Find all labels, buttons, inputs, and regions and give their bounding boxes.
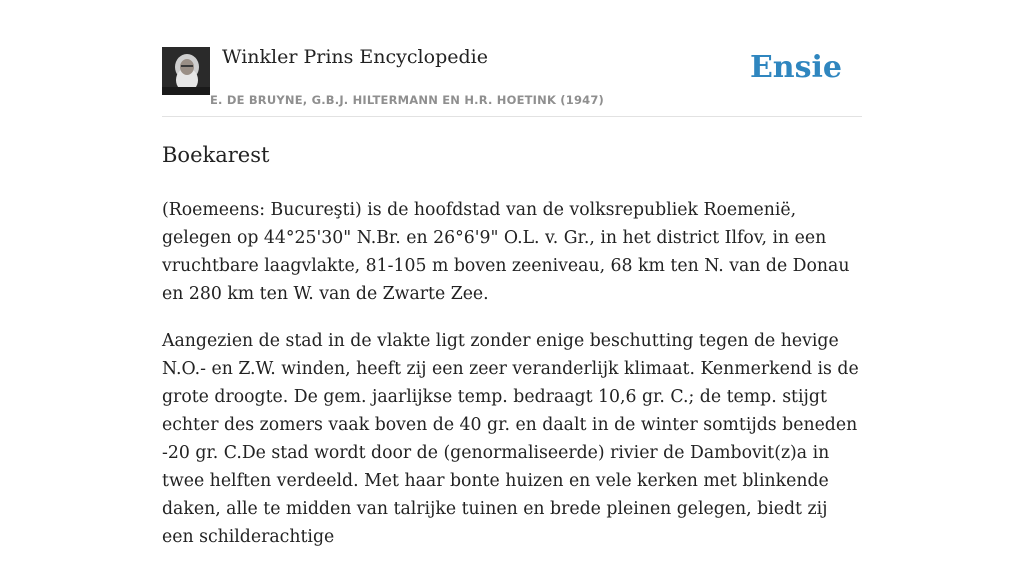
article-paragraph: Aangezien de stad in de vlakte ligt zonder enige beschutting tegen de hevige N.O.- en Z.W. winden, heeft zij een zeer veranderlijk klimaat. Kenmerkend is de grote droogte. De gem. jaarlijkse temp. bedraagt 10,6 gr. C.; de temp. stijgt echter des zomers vaak boven de 40 gr. en daalt in de winter somtijds beneden -20 gr. C.De stad wordt door de (genormaliseerde) rivier de Dambovit(z)a in twee helften verdeeld. Met haar bonte huizen en vele kerken met blinkende daken, alle te midden van talrijke tuinen en brede pleinen gelegen, biedt zij een schilderachtige [162,331,859,547]
article-title: Boekarest [162,143,270,167]
source-authors: E. DE BRUYNE, G.B.J. HILTERMANN EN H.R. HOETINK (1947) [210,93,605,107]
article [162,140,862,570]
source-header [162,0,862,117]
brand-logo[interactable]: Ensie [749,50,842,85]
author-avatar[interactable] [162,47,210,95]
author-portrait-icon [162,47,210,95]
source-title[interactable]: Winkler Prins Encyclopedie [222,46,488,68]
article-paragraph: (Roemeens: Bucureşti) is de hoofdstad van de volksrepubliek Roemenië, gelegen op 44°25'30" N.Br. en 26°6'9" O.L. v. Gr., in het district Ilfov, in een vruchtbare laagvlakte, 81-105 m boven zeeniveau, 68 km ten N. van de Donau en 280 km ten W. van de Zwarte Zee. [162,200,850,304]
